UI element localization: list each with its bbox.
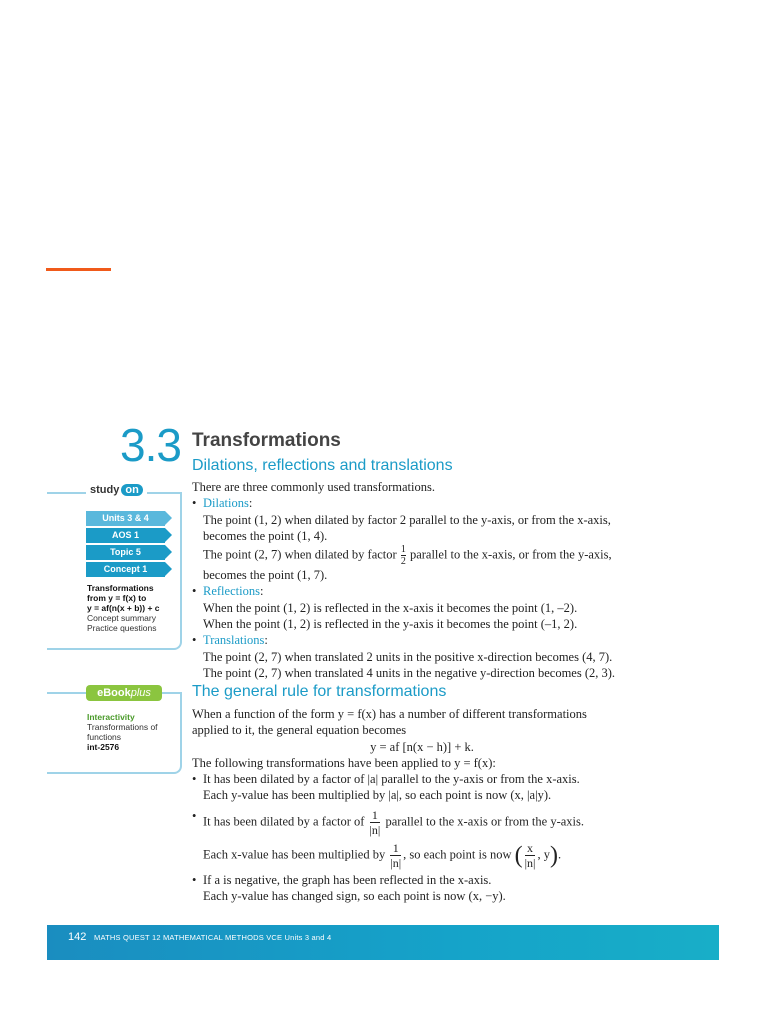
reflections-heading: Reflections (203, 584, 260, 599)
general-bullet-3b: Each y-value has changed sign, so each point is now (x, −y). (203, 889, 506, 904)
page-footer (47, 925, 719, 960)
ebookplus-code[interactable]: int-2576 (87, 742, 120, 752)
half-denominator: 2 (400, 556, 406, 568)
ebookplus-logo (86, 685, 162, 701)
studyon-tab-units[interactable]: Units 3 & 4 (86, 511, 165, 526)
translations-line-1: The point (2, 7) when translated 2 units in the positive x-direction becomes (4, 7). (203, 649, 613, 664)
ebookplus-logo-plus: plus (130, 687, 151, 699)
one-over-n-numerator: 1 (371, 807, 378, 822)
ebookplus-desc-1[interactable]: Transformations of (87, 722, 158, 732)
intro-text: There are three commonly used transformations. (192, 480, 435, 494)
dilations-line-3-post: parallel to the x-axis, or from the y-axis, (409, 547, 612, 562)
studyon-title-2[interactable]: from y = f(x) to (87, 593, 147, 603)
reflections-bullet: • Reflections: (192, 583, 652, 599)
general-b2-pre: It has been dilated by a factor of (203, 814, 365, 829)
x-over-n-denominator: |n| (524, 855, 536, 870)
book-title: MATHS QUEST 12 MATHEMATICAL METHODS VCE Units 3 and 4 (94, 933, 332, 942)
section-title: Transformations (192, 430, 341, 451)
close-paren: ) (549, 842, 558, 869)
one-over-n-fraction (370, 808, 381, 837)
general-bullet-2b: Each x-value has been multiplied by $\frac{1}{|n|}$ , so each point is now ( $\frac{x}{|n|}$ , y). (203, 840, 562, 870)
half-numerator: 1 (400, 544, 406, 556)
orange-accent-rule (46, 268, 111, 271)
dilations-line-3-pre: The point (2, 7) when dilated by factor (203, 547, 397, 562)
reflections-line-2: When the point (1, 2) is reflected in the y-axis it becomes the point (–1, 2). (203, 617, 578, 632)
translations-bullet: • Translations: (192, 632, 652, 648)
open-paren: ( (514, 842, 523, 869)
dilations-bullet: • Dilations: (192, 495, 652, 511)
ebookplus-links (87, 712, 177, 752)
one-over-n-fraction-2 (390, 841, 401, 870)
section-number: 3.3 (120, 419, 181, 471)
ebookplus-logo-text: eBook (97, 687, 131, 699)
one-over-n-denominator: |n| (369, 822, 381, 837)
studyon-link-practice-questions[interactable]: Practice questions (87, 623, 157, 633)
dilations-line-2: becomes the point (1, 4). (203, 528, 328, 543)
reflections-line-1: When the point (1, 2) is reflected in the x-axis it becomes the point (1, –2). (203, 600, 578, 615)
studyon-title-3[interactable]: y = af(n(x + b)) + c (87, 603, 160, 613)
dilations-line-3 (192, 544, 652, 567)
ebookplus-desc-2[interactable]: functions (87, 732, 122, 742)
general-bullet-1b: Each y-value has been multiplied by |a|, so each point is now (x, |a|y). (203, 788, 552, 803)
general-p1a: When a function of the form y = f(x) has a number of different transformations (192, 707, 587, 721)
general-b2b-y: , y (537, 847, 550, 862)
section-subtitle: Dilations, reflections and translations (192, 457, 453, 474)
general-bullet-3a: • If a is negative, the graph has been reflected in the x-axis. (192, 872, 652, 888)
general-bullet-1a: • It has been dilated by a factor of |a| parallel to the y-axis or from the x-axis. (192, 771, 652, 787)
studyon-link-concept-summary[interactable]: Concept summary (87, 613, 156, 623)
ebookplus-heading: Interactivity (87, 712, 135, 722)
general-bullet-2 (192, 808, 652, 837)
half-fraction (401, 544, 406, 567)
translations-line-2: The point (2, 7) when translated 4 units in the negative y-direction becomes (2, 3). (203, 665, 616, 680)
translations-heading: Translations (203, 633, 265, 648)
studyon-logo-on: on (121, 484, 142, 496)
intro-block (192, 479, 652, 681)
dilations-line-1: The point (1, 2) when dilated by factor 2 parallel to the y-axis, or from the x-axis, (203, 512, 611, 527)
page-number: 142 (68, 931, 87, 943)
studyon-tab-topic[interactable]: Topic 5 (86, 545, 165, 560)
general-p2: The following transformations have been applied to y = f(x): (192, 755, 496, 770)
general-rule-heading: The general rule for transformations (192, 683, 447, 700)
x-over-n-fraction (525, 841, 536, 870)
general-equation: y = af [n(x − h)] + k. (370, 739, 474, 754)
dilations-line-4: becomes the point (1, 7). (203, 568, 328, 583)
general-b2-post: parallel to the x-axis or from the y-axis. (385, 814, 585, 829)
one-over-n-denominator-2: |n| (390, 855, 402, 870)
general-b2b-mid: , so each point is now (403, 847, 512, 862)
general-b2b-pre: Each x-value has been multiplied by (203, 847, 386, 862)
studyon-links (87, 583, 177, 633)
studyon-logo (86, 484, 147, 496)
general-rule-block (192, 706, 652, 904)
studyon-title-1[interactable]: Transformations (87, 583, 154, 593)
one-over-n-numerator-2: 1 (392, 840, 399, 855)
studyon-logo-text: study (90, 484, 120, 496)
studyon-tab-aos[interactable]: AOS 1 (86, 528, 165, 543)
general-p1b: applied to it, the general equation becomes (192, 723, 407, 738)
dilations-heading: Dilations (203, 496, 249, 511)
studyon-tab-concept[interactable]: Concept 1 (86, 562, 165, 577)
x-over-n-numerator: x (527, 840, 534, 855)
